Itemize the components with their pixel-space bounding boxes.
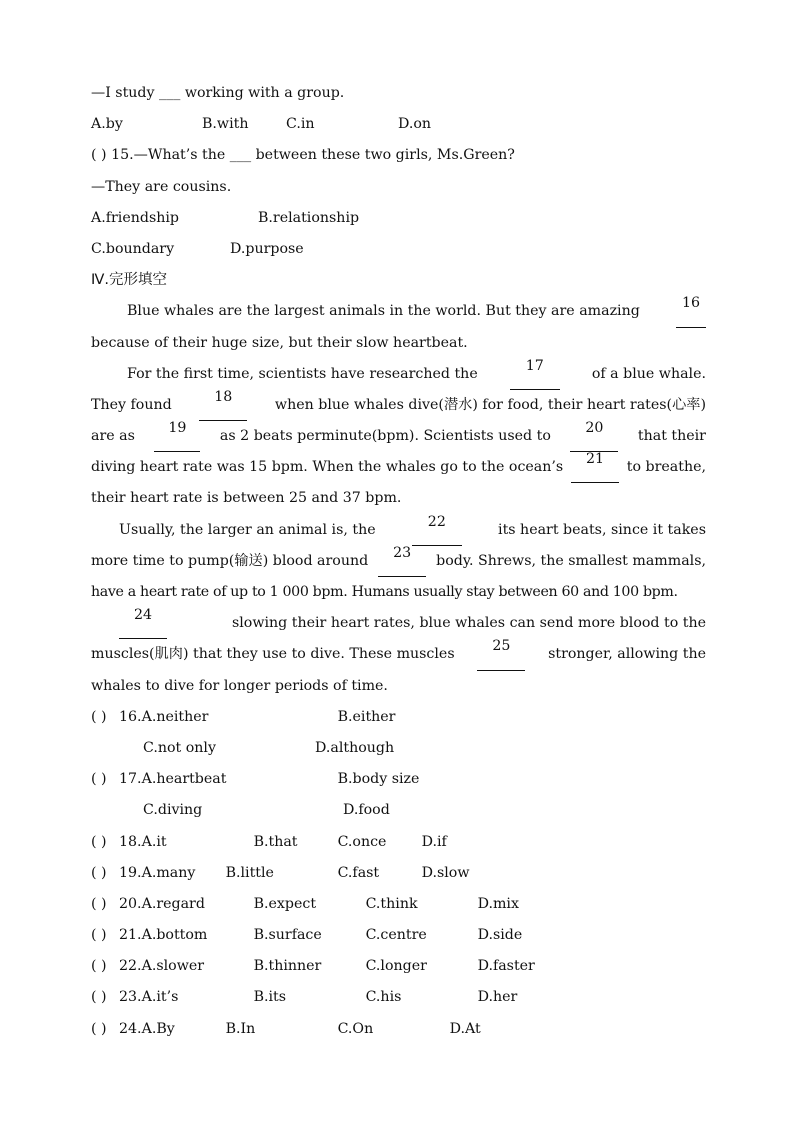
question-number: 19. — [119, 864, 142, 881]
option-c: C.longer — [365, 958, 427, 975]
option-d: D.food — [343, 802, 390, 819]
option-d: D.side — [477, 927, 523, 944]
passage-text: more time to pump(输送) blood around — [91, 552, 369, 569]
question-17 — [91, 764, 706, 795]
blank-23: 23 — [378, 546, 426, 577]
answer-paren: ( ) — [91, 864, 107, 881]
option-d: D.although — [315, 739, 395, 756]
option-b: B.its — [253, 989, 287, 1006]
option-b: B.that — [253, 833, 298, 850]
answer-paren: ( ) — [91, 833, 107, 850]
question-20 — [91, 889, 706, 920]
option-a: A.By — [141, 1020, 175, 1037]
option-d: D.slow — [421, 864, 470, 881]
passage-line: whales to dive for longer periods of time. — [91, 677, 388, 694]
q15-stem-suffix: between these two girls, Ms.Green? — [255, 147, 515, 164]
q15-stem — [91, 140, 706, 171]
question-17-row2 — [91, 795, 706, 826]
question-number: 17. — [119, 771, 142, 788]
passage-text: muscles(肌肉) that they use to dive. These muscles — [91, 646, 455, 663]
passage-text: diving heart rate was 15 bpm. When the whales go to the ocean’s — [91, 459, 564, 476]
passage-line — [91, 608, 706, 639]
question-24 — [91, 1014, 706, 1045]
passage-text: of a blue whale. — [591, 365, 706, 382]
q14-option-c: C.in — [286, 116, 315, 133]
passage-line: their heart rate is between 25 and 37 bpm. — [91, 490, 402, 507]
option-c: C.diving — [143, 802, 203, 819]
option-b: B.either — [337, 708, 396, 725]
passage-text: that their — [637, 428, 706, 445]
q15-option-b: B.relationship — [258, 209, 360, 226]
worksheet-page — [91, 78, 706, 1045]
option-b: B.In — [225, 1020, 256, 1037]
option-a: A.slower — [141, 958, 205, 975]
q15-blank: ___ — [229, 147, 252, 164]
option-b: B.surface — [253, 927, 322, 944]
option-d: D.faster — [477, 958, 535, 975]
blank-21: 21 — [571, 452, 619, 483]
blank-17: 17 — [510, 359, 560, 390]
option-c: C.centre — [365, 927, 427, 944]
q15-answer: —They are cousins. — [91, 178, 232, 195]
question-16 — [91, 702, 706, 733]
option-d: D.her — [477, 989, 518, 1006]
q15-options-row2 — [91, 234, 706, 265]
section-title: Ⅳ.完形填空 — [91, 272, 167, 289]
option-a: A.it’s — [141, 989, 179, 1006]
passage-text: as 2 beats perminute(bpm). Scientists used to — [219, 428, 551, 445]
passage-text: For the first time, scientists have researched the — [127, 365, 478, 382]
passage-line — [91, 546, 706, 577]
q14-option-a: A.by — [91, 116, 123, 133]
question-number: 23. — [119, 989, 142, 1006]
blank-16: 16 — [676, 296, 706, 327]
blank-19: 19 — [154, 421, 200, 452]
option-a: A.many — [141, 864, 196, 881]
option-b: B.thinner — [253, 958, 322, 975]
question-number: 24. — [119, 1020, 142, 1037]
passage-text: They found — [91, 396, 172, 413]
option-c: C.once — [337, 833, 387, 850]
q14-blank: ___ — [159, 85, 181, 101]
option-a: A.heartbeat — [141, 771, 227, 788]
option-a: A.it — [141, 833, 167, 850]
option-a: A.regard — [141, 895, 205, 912]
passage-line: because of their huge size, but their slow heartbeat. — [91, 334, 468, 351]
q15-answer-paren: ( ) — [91, 147, 107, 164]
blank-25: 25 — [477, 639, 525, 670]
option-c: C.fast — [337, 864, 380, 881]
answer-paren: ( ) — [91, 708, 107, 725]
q14-options — [91, 109, 706, 140]
option-a: A.neither — [141, 708, 209, 725]
question-16-row2 — [91, 733, 706, 764]
passage-line — [91, 359, 706, 390]
passage-text: Usually, the larger an animal is, the — [119, 521, 376, 538]
passage-text: Blue whales are the largest animals in the world. But they are amazing — [127, 303, 640, 320]
answer-paren: ( ) — [91, 927, 107, 944]
q14-answer-suffix: working with a group. — [184, 85, 345, 101]
q15-option-c: C.boundary — [91, 240, 175, 257]
question-23 — [91, 982, 706, 1013]
option-b: B.little — [225, 864, 274, 881]
passage-line — [91, 639, 706, 670]
option-c: C.not only — [143, 739, 216, 756]
passage-line — [91, 421, 706, 452]
blank-22: 22 — [412, 515, 462, 546]
q14-option-d: D.on — [398, 116, 432, 133]
question-number: 21. — [119, 927, 142, 944]
question-19 — [91, 858, 706, 889]
option-c: C.think — [365, 895, 418, 912]
passage-text: are as — [91, 428, 135, 445]
answer-paren: ( ) — [91, 958, 107, 975]
question-22 — [91, 951, 706, 982]
answer-paren: ( ) — [91, 989, 107, 1006]
question-number: 16. — [119, 708, 142, 725]
passage-text: slowing their heart rates, blue whales can send more blood to the — [231, 615, 706, 632]
passage-text: when blue whales dive(潜水) for food, their heart rates(心率) — [274, 396, 706, 413]
question-21 — [91, 920, 706, 951]
q14-answer-line — [91, 78, 706, 109]
q14-option-b: B.with — [202, 116, 249, 133]
option-d: D.mix — [477, 895, 519, 912]
option-c: C.his — [365, 989, 402, 1006]
question-18 — [91, 827, 706, 858]
passage-text: stronger, allowing the — [548, 646, 706, 663]
question-number: 20. — [119, 895, 142, 912]
passage-line — [91, 390, 706, 421]
answer-paren: ( ) — [91, 771, 107, 788]
q14-answer-prefix: —I study — [91, 85, 155, 101]
q15-option-a: A.friendship — [91, 209, 179, 226]
answer-paren: ( ) — [91, 1020, 107, 1037]
q15-option-d: D.purpose — [230, 240, 304, 257]
passage-text: body. Shrews, the smallest mammals, — [436, 552, 706, 569]
passage-text: to breathe, — [626, 459, 706, 476]
question-number: 22. — [119, 958, 142, 975]
answer-paren: ( ) — [91, 895, 107, 912]
q15-stem-prefix: 15.—What’s the — [111, 147, 226, 164]
passage-line — [91, 515, 706, 546]
question-number: 18. — [119, 833, 142, 850]
passage-line — [91, 296, 706, 327]
passage-text: its heart beats, since it takes — [498, 521, 706, 538]
blank-20: 20 — [570, 421, 618, 452]
passage-line — [91, 452, 706, 483]
blank-24: 24 — [119, 608, 167, 639]
option-a: A.bottom — [141, 927, 208, 944]
q15-options-row1 — [91, 203, 706, 234]
option-b: B.expect — [253, 895, 317, 912]
option-d: D.if — [421, 833, 447, 850]
passage-line: have a heart rate of up to 1 000 bpm. Humans usually stay between 60 and 100 bpm. — [91, 584, 678, 600]
option-c: C.On — [337, 1020, 374, 1037]
option-d: D.At — [449, 1020, 481, 1037]
option-b: B.body size — [337, 771, 420, 788]
blank-18: 18 — [199, 390, 247, 421]
